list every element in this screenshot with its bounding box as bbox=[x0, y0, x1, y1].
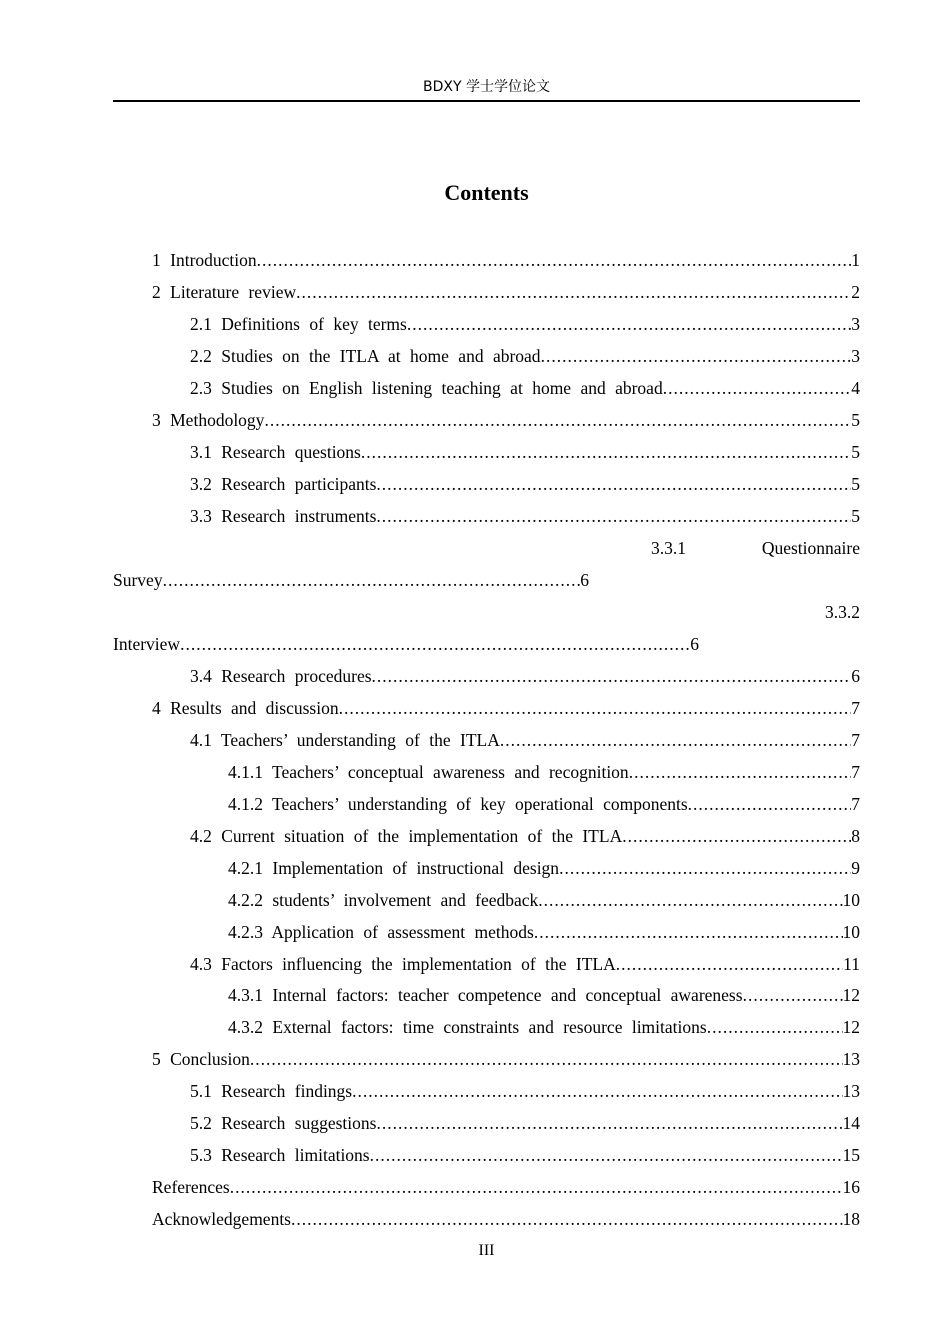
toc-leader bbox=[559, 856, 851, 880]
toc-entry-5-2[interactable] bbox=[190, 1111, 860, 1135]
toc-entry-4-2-3[interactable] bbox=[228, 920, 860, 944]
toc-entry-label: 4.1.2 Teachers’ understanding of key operational components bbox=[228, 794, 688, 814]
toc-entry-label: 2.1 Definitions of key terms bbox=[190, 314, 407, 334]
page-title: Contents bbox=[444, 180, 529, 205]
toc-page-number: 13 bbox=[842, 1081, 860, 1101]
toc-page-number: 5 bbox=[851, 442, 860, 462]
toc-entry-label: 4.3.2 External factors: time constraints and resource limitations bbox=[228, 1017, 707, 1037]
toc-entry-label: 2.2 Studies on the ITLA at home and abroad bbox=[190, 346, 541, 366]
toc-entry-label: 4.2.3 Application of assessment methods bbox=[228, 922, 534, 942]
toc-entry-label: 4 Results and discussion bbox=[152, 698, 339, 718]
header-rule bbox=[113, 100, 860, 102]
toc-leader bbox=[339, 696, 852, 720]
toc-leader bbox=[541, 344, 852, 368]
toc-leader bbox=[629, 760, 852, 784]
toc-page-number: 7 bbox=[851, 794, 860, 814]
toc-page-number: 1 bbox=[851, 250, 860, 270]
toc-leader bbox=[407, 312, 851, 336]
toc-page-number: 10 bbox=[842, 890, 860, 910]
toc-leader bbox=[663, 376, 852, 400]
page-number-footer: III bbox=[478, 1242, 495, 1259]
toc-entry-references[interactable] bbox=[152, 1175, 860, 1199]
toc-entry-label: 4.3 Factors influencing the implementation of the ITLA bbox=[190, 954, 616, 974]
toc-entry-3-3-2-continuation[interactable] bbox=[113, 632, 699, 656]
toc-entry-3-3-1-continuation[interactable] bbox=[113, 568, 589, 592]
toc-entry-number: 3.3.2 bbox=[825, 602, 860, 622]
toc-leader bbox=[250, 1047, 843, 1071]
toc-leader bbox=[296, 280, 851, 304]
toc-entry-label: 1 Introduction bbox=[152, 250, 257, 270]
toc-entry-label: 4.1 Teachers’ understanding of the ITLA bbox=[190, 730, 500, 750]
toc-entry-3-4[interactable] bbox=[190, 664, 860, 688]
toc-leader bbox=[376, 1111, 842, 1135]
toc-leader bbox=[372, 664, 852, 688]
toc-leader bbox=[743, 983, 843, 1007]
toc-entry-4-3[interactable] bbox=[190, 952, 860, 976]
toc-page-number: 14 bbox=[842, 1113, 860, 1133]
toc-leader bbox=[370, 1143, 843, 1167]
toc-entry-5-1[interactable] bbox=[190, 1079, 860, 1103]
toc-leader bbox=[291, 1207, 843, 1231]
toc-page-number: 13 bbox=[842, 1049, 860, 1069]
toc-entry-label: 5.2 Research suggestions bbox=[190, 1113, 377, 1133]
toc-entry-literature-review[interactable] bbox=[152, 280, 860, 304]
toc-page-number: 6 bbox=[851, 666, 860, 686]
toc-entry-label: 3.2 Research participants bbox=[190, 474, 377, 494]
toc-entry-label: 2.3 Studies on English listening teaching at home and abroad bbox=[190, 378, 663, 398]
toc-leader bbox=[352, 1079, 842, 1103]
toc-entry-3-3[interactable] bbox=[190, 504, 860, 528]
toc-page-number: 10 bbox=[842, 922, 860, 942]
toc-entry-label: 4.3.1 Internal factors: teacher competence and conceptual awareness bbox=[228, 985, 743, 1005]
toc-entry-label: Survey bbox=[113, 570, 163, 590]
toc-leader bbox=[616, 952, 843, 976]
toc-leader bbox=[622, 824, 851, 848]
toc-entry-label: Questionnaire bbox=[761, 538, 860, 558]
toc-entry-methodology[interactable] bbox=[152, 408, 860, 432]
toc-page-number: 2 bbox=[851, 282, 860, 302]
toc-page-number: 8 bbox=[851, 826, 860, 846]
toc-page-number: 9 bbox=[851, 858, 860, 878]
toc-page-number: 6 bbox=[690, 634, 699, 654]
toc-page-number: 18 bbox=[842, 1209, 860, 1229]
toc-entry-label: 2 Literature review bbox=[152, 282, 297, 302]
toc-entry-label: References bbox=[152, 1177, 230, 1197]
toc-page-number: 16 bbox=[842, 1177, 860, 1197]
toc-entry-2-1[interactable] bbox=[190, 312, 860, 336]
toc-page-number: 4 bbox=[851, 378, 860, 398]
toc-entry-introduction[interactable] bbox=[152, 248, 860, 272]
toc-entry-3-3-2-heading[interactable] bbox=[760, 600, 860, 624]
toc-entry-3-2[interactable] bbox=[190, 472, 860, 496]
toc-leader bbox=[376, 504, 851, 528]
toc-entry-4-2[interactable] bbox=[190, 824, 860, 848]
toc-entry-label: 5 Conclusion bbox=[152, 1049, 250, 1069]
toc-entry-label: 4.2.2 students’ involvement and feedback bbox=[228, 890, 539, 910]
toc-leader bbox=[688, 792, 852, 816]
toc-page-number: 7 bbox=[851, 698, 860, 718]
toc-entry-3-3-1-heading[interactable] bbox=[651, 536, 860, 560]
toc-page-number: 3 bbox=[851, 314, 860, 334]
toc-entry-label: 3.1 Research questions bbox=[190, 442, 361, 462]
toc-entry-label: 3 Methodology bbox=[152, 410, 265, 430]
toc-leader bbox=[707, 1015, 843, 1039]
toc-page-number: 3 bbox=[851, 346, 860, 366]
toc-entry-5-3[interactable] bbox=[190, 1143, 860, 1167]
toc-leader bbox=[264, 408, 851, 432]
toc-page-number: 7 bbox=[851, 762, 860, 782]
toc-page-number: 15 bbox=[842, 1145, 860, 1165]
toc-leader bbox=[257, 248, 852, 272]
toc-entry-3-1[interactable] bbox=[190, 440, 860, 464]
toc-entry-2-2[interactable] bbox=[190, 344, 860, 368]
toc-entry-4-2-2[interactable] bbox=[228, 888, 860, 912]
toc-leader bbox=[500, 728, 851, 752]
toc-entry-4-1[interactable] bbox=[190, 728, 860, 752]
toc-page-number: 5 bbox=[851, 506, 860, 526]
toc-leader bbox=[163, 568, 581, 592]
toc-page-number: 11 bbox=[843, 954, 860, 974]
toc-entry-4-2-1[interactable] bbox=[228, 856, 860, 880]
toc-page-number: 6 bbox=[580, 570, 589, 590]
toc-entry-number: 3.3.1 bbox=[651, 538, 686, 558]
toc-entry-label: Acknowledgements bbox=[152, 1209, 291, 1229]
toc-entry-label: 3.3 Research instruments bbox=[190, 506, 377, 526]
toc-entry-2-3[interactable] bbox=[190, 376, 860, 400]
toc-leader bbox=[376, 472, 851, 496]
toc-entry-4-1-2[interactable] bbox=[228, 792, 860, 816]
toc-entry-label: 4.2 Current situation of the implementation of the ITLA bbox=[190, 826, 623, 846]
toc-entry-acknowledgements[interactable] bbox=[152, 1207, 860, 1231]
toc-page-number: 12 bbox=[842, 1017, 860, 1037]
toc-entry-results[interactable] bbox=[152, 696, 860, 720]
toc-leader bbox=[538, 888, 842, 912]
toc-entry-label: 5.1 Research findings bbox=[190, 1081, 353, 1101]
toc-leader bbox=[230, 1175, 843, 1199]
toc-page-number: 12 bbox=[842, 985, 860, 1005]
toc-entry-label: 4.1.1 Teachers’ conceptual awareness and recognition bbox=[228, 762, 629, 782]
toc-entry-label: 5.3 Research limitations bbox=[190, 1145, 370, 1165]
toc-entry-label: 4.2.1 Implementation of instructional design bbox=[228, 858, 560, 878]
toc-entry-4-3-1[interactable] bbox=[228, 983, 860, 1007]
toc-entry-conclusion[interactable] bbox=[152, 1047, 860, 1071]
toc-leader bbox=[180, 632, 690, 656]
toc-entry-4-3-2[interactable] bbox=[228, 1015, 860, 1039]
toc-page-number: 5 bbox=[851, 410, 860, 430]
toc-page-number: 7 bbox=[851, 730, 860, 750]
page-header: BDXY 学士学位论文 bbox=[423, 79, 550, 95]
toc-leader bbox=[534, 920, 843, 944]
toc-page-number: 5 bbox=[851, 474, 860, 494]
toc-entry-4-1-1[interactable] bbox=[228, 760, 860, 784]
toc-leader bbox=[361, 440, 851, 464]
toc-entry-label: Interview bbox=[113, 634, 181, 654]
toc-entry-label: 3.4 Research procedures bbox=[190, 666, 372, 686]
